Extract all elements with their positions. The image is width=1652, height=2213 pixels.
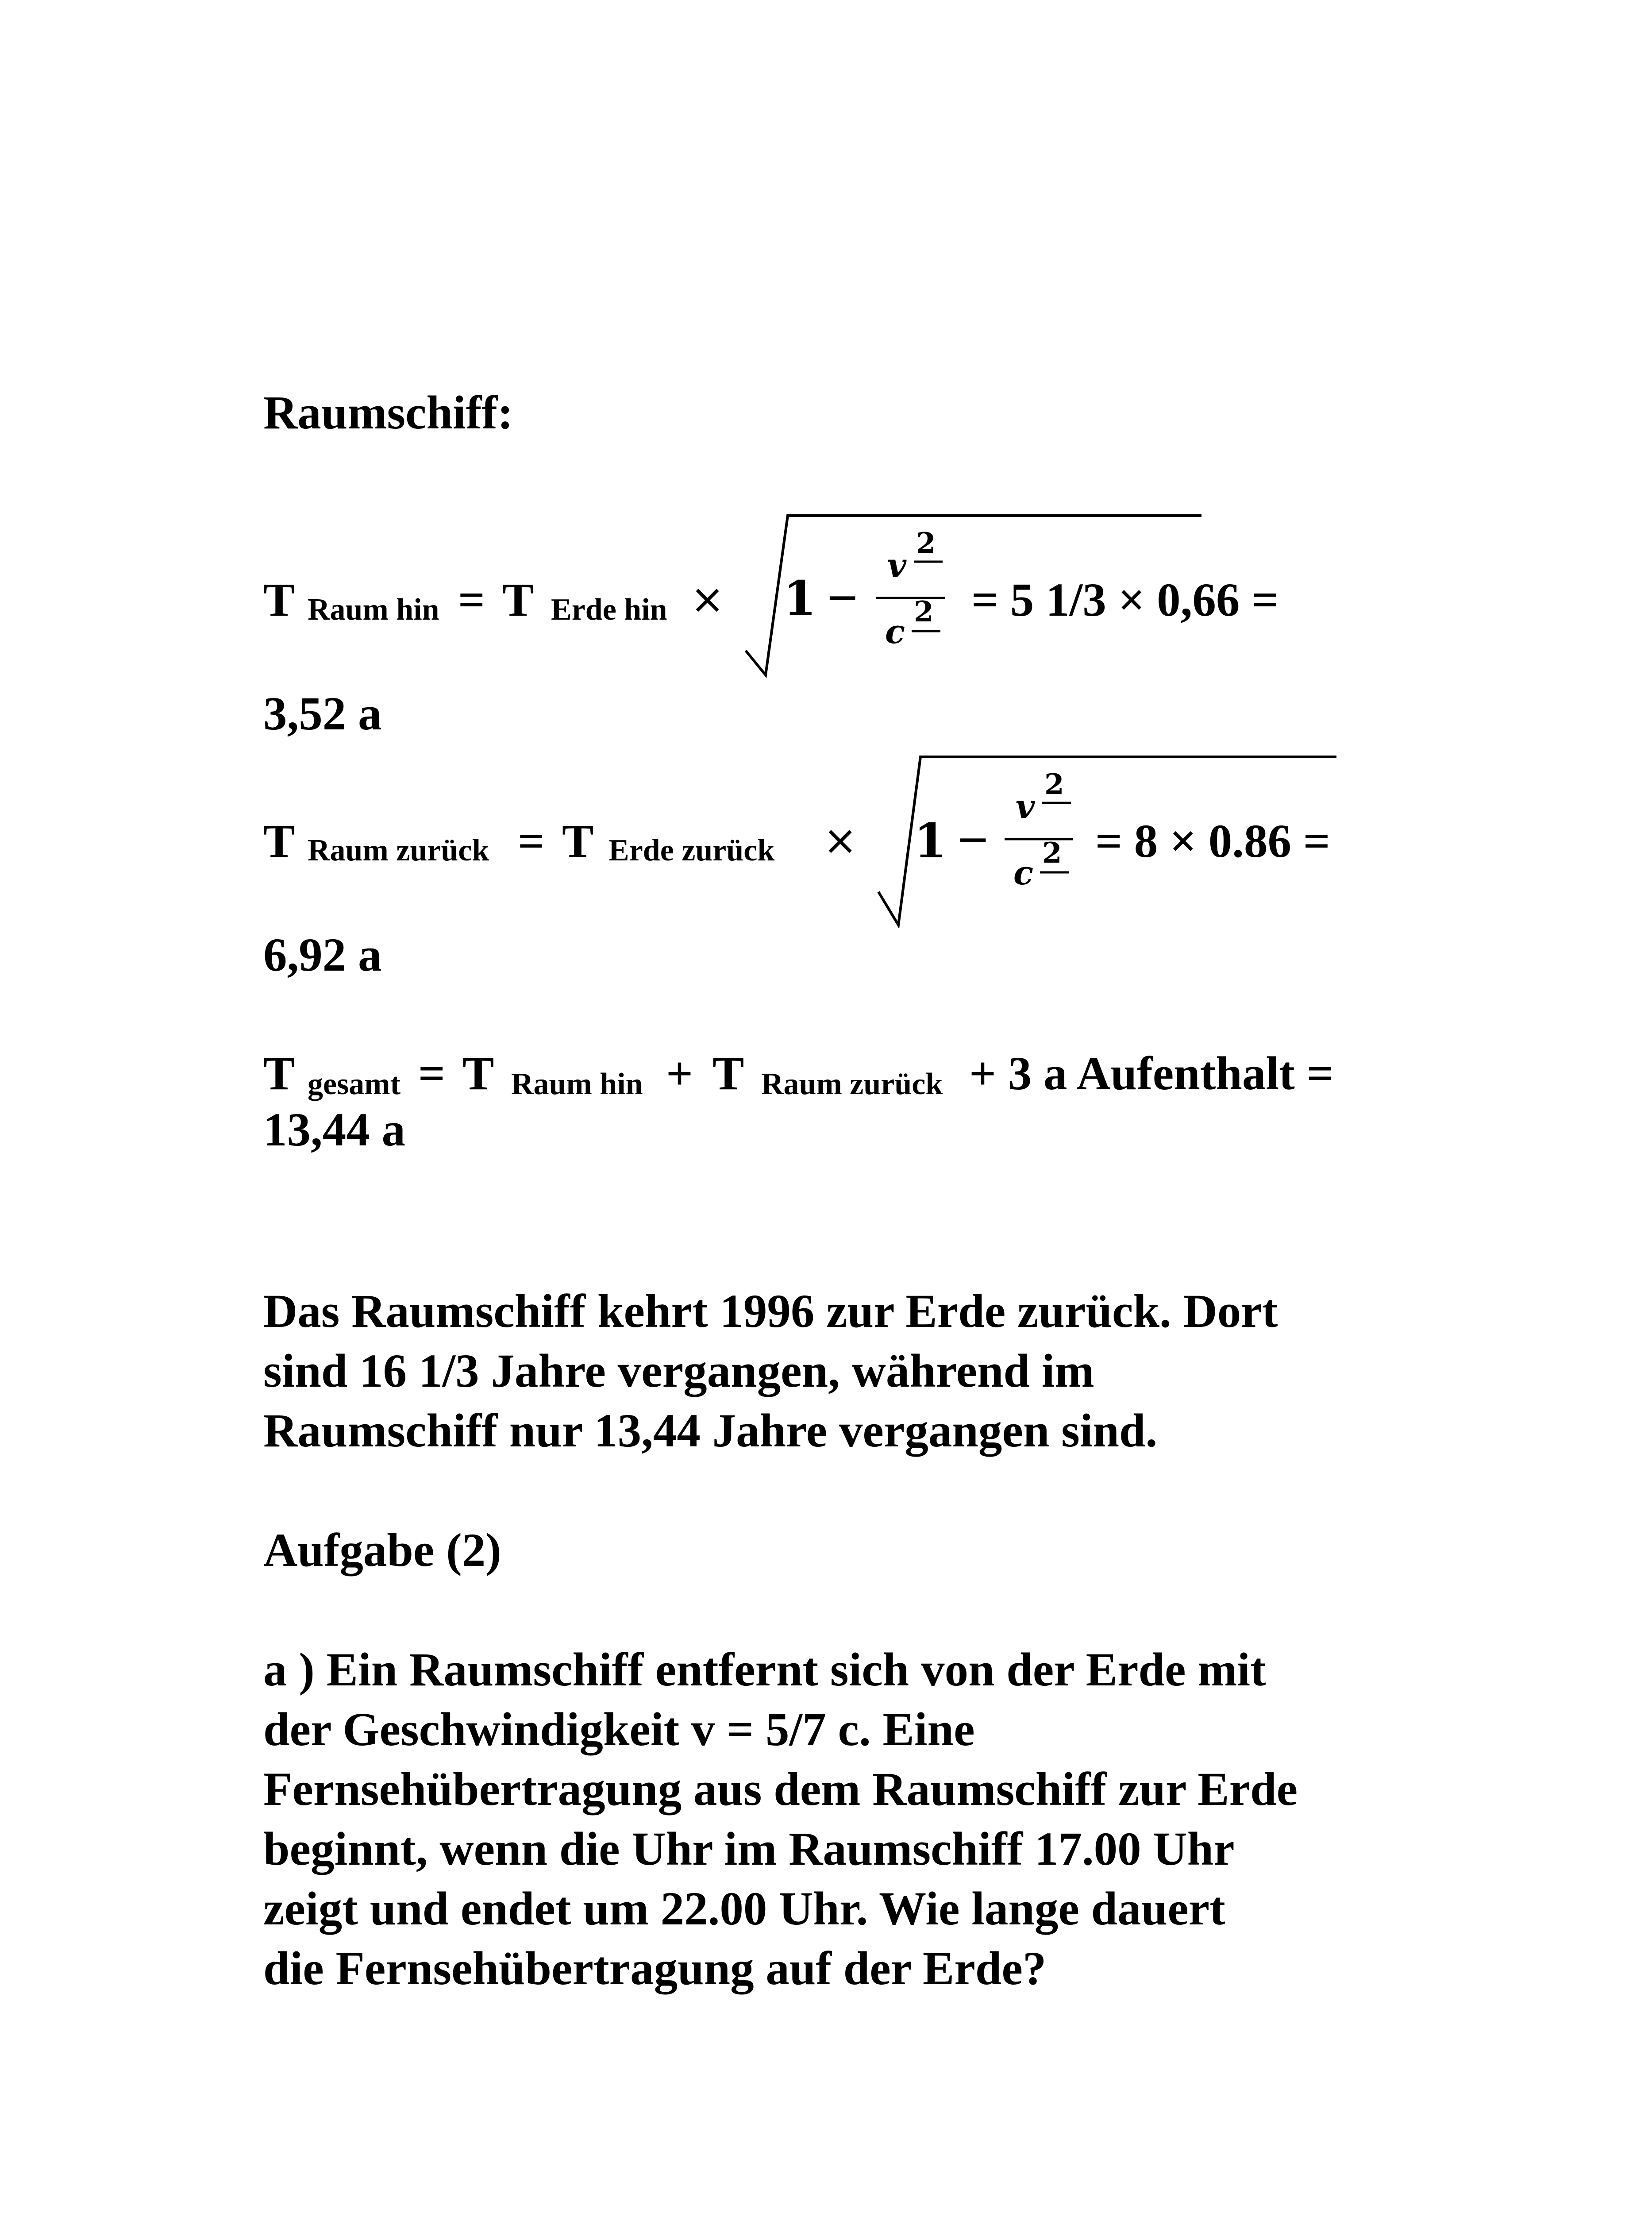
- exponent: 2: [916, 527, 936, 560]
- paragraph-line: Das Raumschiff kehrt 1996 zur Erde zurück. Dort: [263, 1285, 1278, 1338]
- formula-symbol-t: T: [562, 815, 594, 867]
- exponent: 2: [1044, 768, 1064, 801]
- fraction-bar: [1005, 837, 1075, 842]
- minus-sign: −: [956, 815, 990, 863]
- formula-one: 1: [914, 813, 947, 869]
- velocity-symbol: v: [1016, 788, 1035, 826]
- formula-symbol-t: T: [502, 574, 534, 626]
- section-heading: Raumschiff:: [263, 387, 513, 439]
- formula-equals: =: [418, 1048, 445, 1100]
- formula-subscript: Erde hin: [551, 593, 667, 627]
- formula-subscript: Raum zurück: [761, 1067, 943, 1101]
- formula-result-value: 6,92 a: [263, 929, 382, 981]
- exponent: 2: [914, 595, 934, 628]
- formula-result-value: 13,44 a: [263, 1104, 405, 1156]
- formula-subscript: Raum zurück: [308, 833, 489, 867]
- formula-t-raum-hin: [263, 505, 1591, 690]
- times-sign: ×: [690, 575, 725, 623]
- formula-subscript: gesamt: [308, 1067, 400, 1101]
- formula-one: 1: [783, 571, 816, 626]
- paragraph-line: Raumschiff nur 13,44 Jahre vergangen sind.: [263, 1405, 1158, 1457]
- formula-result: = 8 × 0.86 =: [1095, 815, 1330, 867]
- task-line: der Geschwindigkeit v = 5/7 c. Eine: [263, 1704, 975, 1756]
- task-line: a ) Ein Raumschiff entfernt sich von der Erde mit: [263, 1644, 1266, 1696]
- times-sign: ×: [823, 817, 858, 864]
- formula-symbol-t: T: [712, 1048, 744, 1100]
- light-speed-symbol: c: [885, 613, 905, 651]
- paragraph-line: sind 16 1/3 Jahre vergangen, während im: [263, 1345, 1094, 1397]
- task-line: zeigt und endet um 22.00 Uhr. Wie lange dauert: [263, 1883, 1225, 1935]
- formula-subscript: Erde zurück: [608, 833, 775, 867]
- formula-symbol-t: T: [263, 1048, 295, 1100]
- formula-rest: + 3 a Aufenthalt =: [969, 1048, 1334, 1100]
- formula-plus: +: [666, 1048, 693, 1100]
- light-speed-symbol: c: [1013, 854, 1034, 892]
- task-line: Fernsehübertragung aus dem Raumschiff zur Erde: [263, 1763, 1298, 1816]
- formula-t-gesamt: [263, 1047, 1591, 1104]
- task-line: die Fernsehübertragung auf der Erde?: [263, 1943, 1047, 1995]
- fraction-bar: [1042, 801, 1073, 806]
- formula-equals: =: [518, 815, 545, 867]
- task-heading: Aufgabe (2): [263, 1524, 501, 1577]
- formula-symbol-t: T: [462, 1048, 494, 1100]
- velocity-symbol: v: [887, 547, 906, 585]
- formula-subscript: Raum hin: [308, 593, 439, 627]
- fraction-bar: [914, 560, 945, 564]
- minus-sign: −: [825, 573, 860, 621]
- fraction-bar: [912, 629, 943, 634]
- formula-t-raum-zurueck: [263, 748, 1591, 934]
- formula-result-value: 3,52 a: [263, 688, 382, 740]
- formula-result: = 5 1/3 × 0,66 =: [971, 574, 1279, 626]
- formula-subscript: Raum hin: [511, 1067, 643, 1101]
- formula-equals: =: [458, 574, 485, 626]
- fraction-bar: [876, 596, 947, 601]
- exponent: 2: [1042, 837, 1062, 870]
- fraction-bar: [1040, 871, 1071, 875]
- formula-symbol-t: T: [263, 815, 295, 867]
- task-line: beginnt, wenn die Uhr im Raumschiff 17.00 Uhr: [263, 1823, 1235, 1875]
- formula-symbol-t: T: [263, 574, 295, 626]
